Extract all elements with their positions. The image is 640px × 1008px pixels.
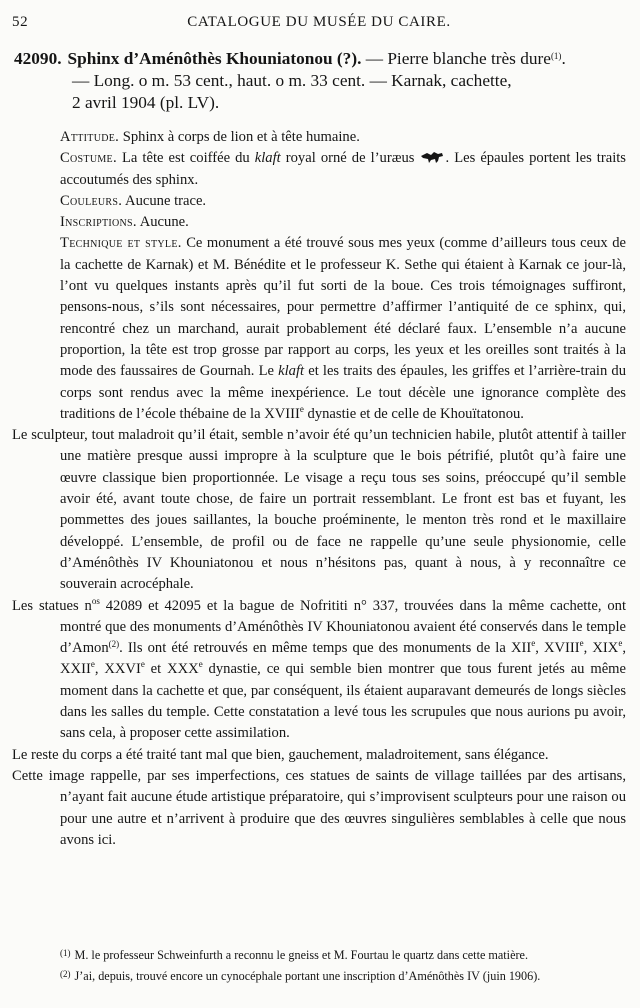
reste-paragraph: Le reste du corps a été traité tant mal que bien, gauchement, maladroitement, sans élégance. [12, 746, 549, 763]
dynasty-sup-xviii: e [579, 638, 584, 649]
footnote-2 [60, 965, 626, 986]
footnote-2-mark: (2) [60, 969, 71, 979]
technique-text-b: et les traits des épaules, les griffes et l’arrière-train du corps sont rendus avec la même inexpérience. Le tout décèle une ignorance complète des traditions de l’école thébaine de la XVIII [60, 363, 627, 422]
catalogue-entry-heading [14, 48, 626, 114]
statues-text-i: dynastie, ce qui semble bien montrer que tous furent jetés au même moment dans la cachette et que, par conséquent, ils étaient auparavant demeurés de longs siècles dans les salles du temple. Cette constatation a levé tous les scrupules que nous aurions pu avoir, sans cela, à proposer cette assimilation. [60, 661, 626, 742]
footnote-ref-1[interactable]: (1) [550, 51, 562, 61]
sculpteur-paragraph: Le sculpteur, tout maladroit qu’il était, semble n’avoir été qu’un technicien habile, plutôt attentif à tailler une matière presque aussi impropre à la sculpture que le bois pétrifié, plutôt qu’à faire une œuvre classique bien proportionnée. Le visage a reçu tous ses soins, préoccupé qu’il semble avoir été, avant toute chose, de faire un portrait ressemblant. Le front est bas et fuyant, les pommettes des joues saillantes, la bouche proéminente, le menton très rond et le maxillaire développé. L’ensemble, de profil ou de face ne rappelle qu’une seule physionomie, celle d’Aménôthès IV Khouniatonou et nous n’hésitons pas, quant à nous, à y reconnaître ce souverain acrocéphale. [12, 427, 626, 593]
costume-paragraph [60, 148, 626, 191]
dynasty-sup-xxx: e [198, 659, 203, 670]
inscriptions-text: Aucune. [136, 214, 189, 231]
entry-title: Sphinx d’Aménôthès Khouniatonou (?). [67, 49, 362, 68]
technique-label: Technique et style. [60, 235, 182, 252]
entry-material: — Pierre blanche très dure [361, 49, 551, 68]
entry-line-1 [14, 48, 626, 70]
costume-text-a: La tête est coiffée du [116, 150, 255, 167]
attitude-label: Attitude. [60, 129, 120, 145]
attitude-text: Sphinx à corps de lion et à tête humaine. [119, 129, 360, 145]
page-header [12, 14, 626, 34]
statues-text-b: 42089 et 42095 et la bague de Nofrititi n° 337, trouvées dans la même cachette, ont montré que des monuments d’Aménôthès IV Khouniatonou avaient été conservés dans le temple d’Amon [60, 597, 627, 657]
statues-text-c: . Ils ont été retrouvés en même temps que des monuments de la XII [119, 640, 532, 657]
inscriptions-label: Inscriptions. [60, 214, 137, 231]
costume-klaft: klaft [254, 150, 281, 167]
couleurs-label: Couleurs. [60, 192, 123, 209]
statues-text-e: , XIX [583, 640, 619, 657]
dynasty-sup-xix: e [618, 638, 623, 649]
inscriptions-paragraph [60, 212, 626, 233]
statues-text-g: , XXVI [94, 661, 141, 678]
page-number: 52 [12, 14, 29, 30]
technique-paragraph [60, 233, 626, 425]
couleurs-text: Aucune trace. [122, 192, 207, 209]
dynasty-sup-xxii: e [90, 659, 95, 670]
footnote-ref-2[interactable]: (2) [108, 639, 120, 650]
entry-date-plate: 2 avril 1904 (pl. LV). [72, 93, 220, 112]
technique-klaft: klaft [278, 363, 305, 380]
dynasty-sup-xxvi: e [140, 659, 145, 670]
statues-text-h: et XXX [144, 661, 199, 678]
footnote-1 [60, 944, 626, 965]
couleurs-paragraph [60, 191, 626, 212]
technique-text-c: dynastie et de celle de Khouïtatonou. [303, 405, 524, 422]
statues-text-f: , XXII [60, 640, 626, 678]
running-head: CATALOGUE DU MUSÉE DU CAIRE. [187, 14, 451, 30]
dynasty-sup: e [299, 404, 304, 414]
numbers-sup: os [91, 595, 100, 606]
costume-label: Costume. [60, 150, 117, 167]
entry-number: 42090. [14, 49, 62, 68]
entry-dimensions: — Long. o m. 53 cent., haut. o m. 33 cent. — Karnak, cachette, [72, 71, 512, 90]
entry-body [12, 127, 627, 851]
image-paragraph: Cette image rappelle, par ses imperfections, ces statues de saints de village taillées par des artisans, n’ayant fait aucune étude artistique préparatoire, qui s’improvisent sculpteurs pour une raison ou pour une autre et n’arrivent à produire que des œuvres singulières semblables à celle que nous avons ici. [12, 767, 626, 848]
statues-text-a: Les statues n [12, 597, 92, 614]
technique-text-a: Ce monument a été trouvé sous mes yeux (comme d’ailleurs tous ceux de la cachette de Karnak) et M. Bénédite et le professeur K. Sethe qui étaient à Karnak ce jour-là, l’ont vu quelques instants après qu’il fut sorti de la boue. Ces trois témoignages suffiront, pensons-nous, s’ils sont nécessaires, pour permettre d’affirmer l’antiquité de ce sphinx, qui, rencontré chez un marchand, aurait probablement été déclaré faux. L’ensemble n’a aucune proportion, la tête est trop grosse par rapport au corps, les yeux et les oreilles sont traités à la mode des faussaires de Gournah. Le [60, 235, 626, 380]
dynasty-sup-xii: e [531, 638, 536, 649]
footnote-1-mark: (1) [60, 948, 71, 958]
entry-line-1-end: . [561, 49, 566, 68]
attitude-paragraph [60, 127, 626, 148]
uraeus-hieroglyph-icon [419, 150, 445, 164]
footnote-2-text: J’ai, depuis, trouvé encore un cynocéphale portant une inscription d’Aménôthès IV (juin 1906). [74, 969, 541, 983]
costume-text-c: . Les épaules portent les traits accoutumés des sphinx. [60, 150, 626, 188]
footnotes [60, 944, 626, 986]
statues-text-d: , XVIII [535, 640, 580, 657]
statues-paragraph [12, 596, 626, 745]
costume-text-b: royal orné de l’uræus [280, 150, 420, 167]
footnote-1-text: M. le professeur Schweinfurth a reconnu le gneiss et M. Fourtau le quartz dans cette matière. [74, 948, 528, 962]
